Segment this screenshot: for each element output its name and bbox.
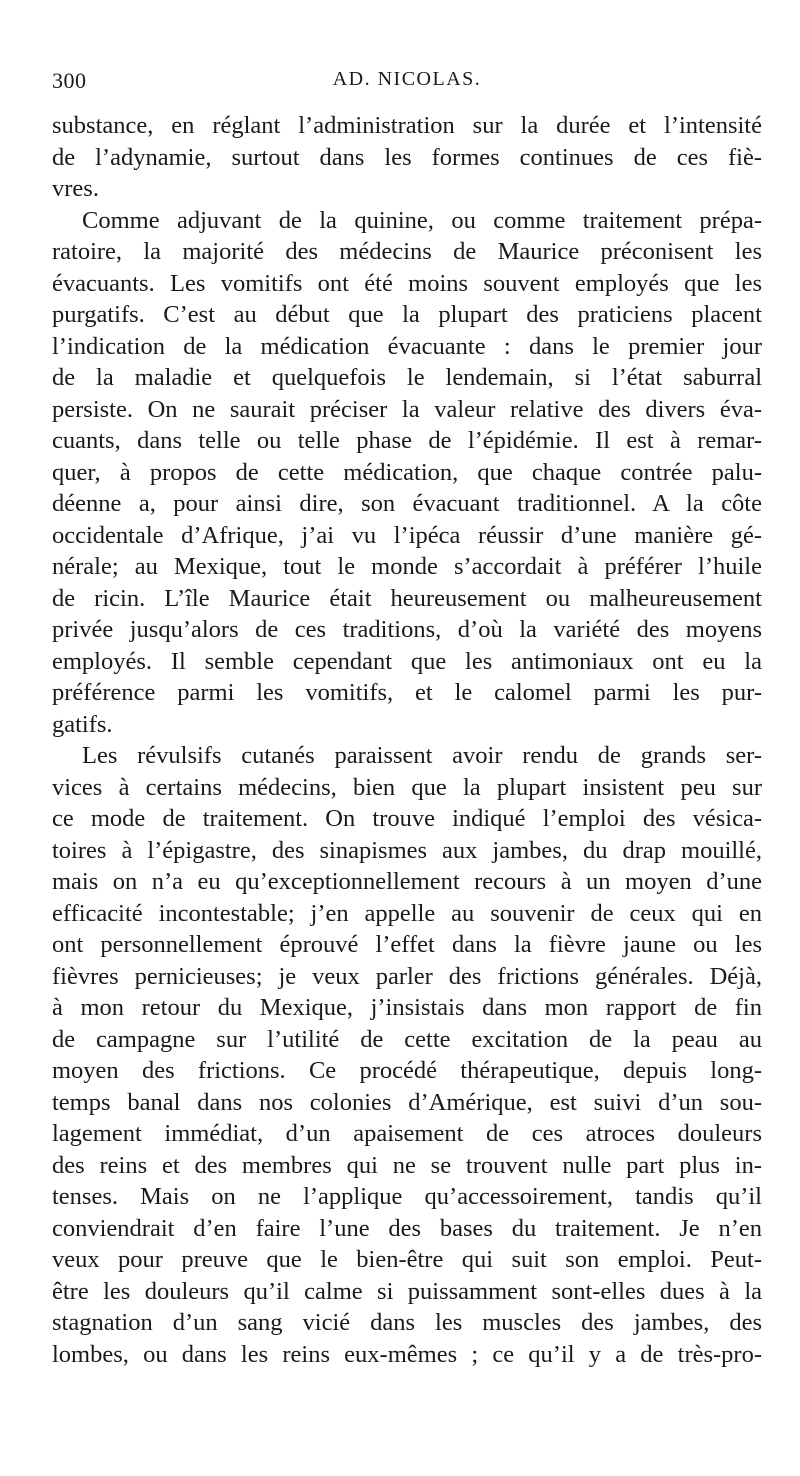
text-line: substance, en réglant l’administration sur la durée et l’intensité bbox=[52, 112, 762, 139]
text-line: être les douleurs qu’il calme si puissamment sont-elles dues à la bbox=[52, 1277, 762, 1305]
text-line: ratoire, la majorité des médecins de Maurice préconisent les bbox=[52, 238, 762, 265]
text-line: ce mode de traitement. On trouve indiqué l’emploi des vésica- bbox=[52, 805, 762, 832]
text-line: fièvres pernicieuses; je veux parler des frictions générales. Déjà, bbox=[52, 962, 762, 990]
text-line: Les révulsifs cutanés paraissent avoir rendu de grands ser- bbox=[82, 742, 762, 769]
text-line: vres. bbox=[52, 175, 99, 202]
text-line: Comme adjuvant de la quinine, ou comme traitement prépa- bbox=[82, 206, 762, 234]
text-line: moyen des frictions. Ce procédé thérapeutique, depuis long- bbox=[52, 1057, 762, 1084]
text-line: mais on n’a eu qu’exceptionnellement recours à un moyen d’une bbox=[52, 868, 762, 895]
text-line: gatifs. bbox=[52, 710, 113, 738]
text-line: vices à certains médecins, bien que la plupart insistent peu sur bbox=[52, 773, 762, 801]
text-line: toires à l’épigastre, des sinapismes aux jambes, du drap mouillé, bbox=[52, 836, 762, 864]
text-line: purgatifs. C’est au début que la plupart des praticiens placent bbox=[52, 301, 762, 328]
text-line: évacuants. Les vomitifs ont été moins souvent employés que les bbox=[52, 269, 762, 297]
text-line: lagement immédiat, d’un apaisement de ces atroces douleurs bbox=[52, 1120, 762, 1147]
running-head: AD. NICOLAS. bbox=[332, 68, 482, 90]
text-line: ont personnellement éprouvé l’effet dans la fièvre jaune ou les bbox=[52, 931, 762, 958]
text-line: privée jusqu’alors de ces traditions, d’où la variété des moyens bbox=[52, 616, 762, 643]
text-line: temps banal dans nos colonies d’Amérique, est suivi d’un sou- bbox=[52, 1088, 762, 1116]
text-line: de la maladie et quelquefois le lendemain, si l’état saburral bbox=[52, 364, 762, 391]
text-line: efficacité incontestable; j’en appelle au souvenir de ceux qui en bbox=[52, 899, 762, 927]
text-line: l’indication de la médication évacuante : dans le premier jour bbox=[52, 332, 762, 360]
body-text bbox=[52, 110, 762, 1370]
text-line: de campagne sur l’utilité de cette excitation de la peau au bbox=[52, 1025, 762, 1053]
text-line: nérale; au Mexique, tout le monde s’accordait à préférer l’huile bbox=[52, 553, 762, 580]
page-number: 300 bbox=[52, 68, 87, 93]
page-header bbox=[52, 68, 762, 98]
text-line: conviendrait d’en faire l’une des bases du traitement. Je n’en bbox=[52, 1214, 762, 1242]
text-line: employés. Il semble cependant que les antimoniaux ont eu la bbox=[52, 647, 762, 675]
text-line: stagnation d’un sang vicié dans les muscles des jambes, des bbox=[52, 1309, 762, 1336]
text-line: déenne a, pour ainsi dire, son évacuant traditionnel. A la côte bbox=[52, 490, 762, 517]
text-line: occidentale d’Afrique, j’ai vu l’ipéca réussir d’une manière gé- bbox=[52, 521, 762, 549]
text-line: lombes, ou dans les reins eux-mêmes ; ce qu’il y a de très-pro- bbox=[52, 1340, 762, 1368]
text-line: quer, à propos de cette médication, que chaque contrée palu- bbox=[52, 458, 762, 486]
text-line: préférence parmi les vomitifs, et le calomel parmi les pur- bbox=[52, 679, 762, 706]
text-line: cuants, dans telle ou telle phase de l’épidémie. Il est à remar- bbox=[52, 427, 762, 454]
text-line: de ricin. L’île Maurice était heureusement ou malheureusement bbox=[52, 584, 762, 612]
text-line: de l’adynamie, surtout dans les formes continues de ces fiè- bbox=[52, 143, 762, 171]
text-line: des reins et des membres qui ne se trouvent nulle part plus in- bbox=[52, 1151, 762, 1179]
text-line: à mon retour du Mexique, j’insistais dans mon rapport de fin bbox=[52, 994, 762, 1021]
text-line: veux pour preuve que le bien-être qui suit son emploi. Peut- bbox=[52, 1246, 762, 1273]
text-line: persiste. On ne saurait préciser la valeur relative des divers éva- bbox=[52, 395, 762, 423]
text-line: tenses. Mais on ne l’applique qu’accessoirement, tandis qu’il bbox=[52, 1183, 762, 1210]
